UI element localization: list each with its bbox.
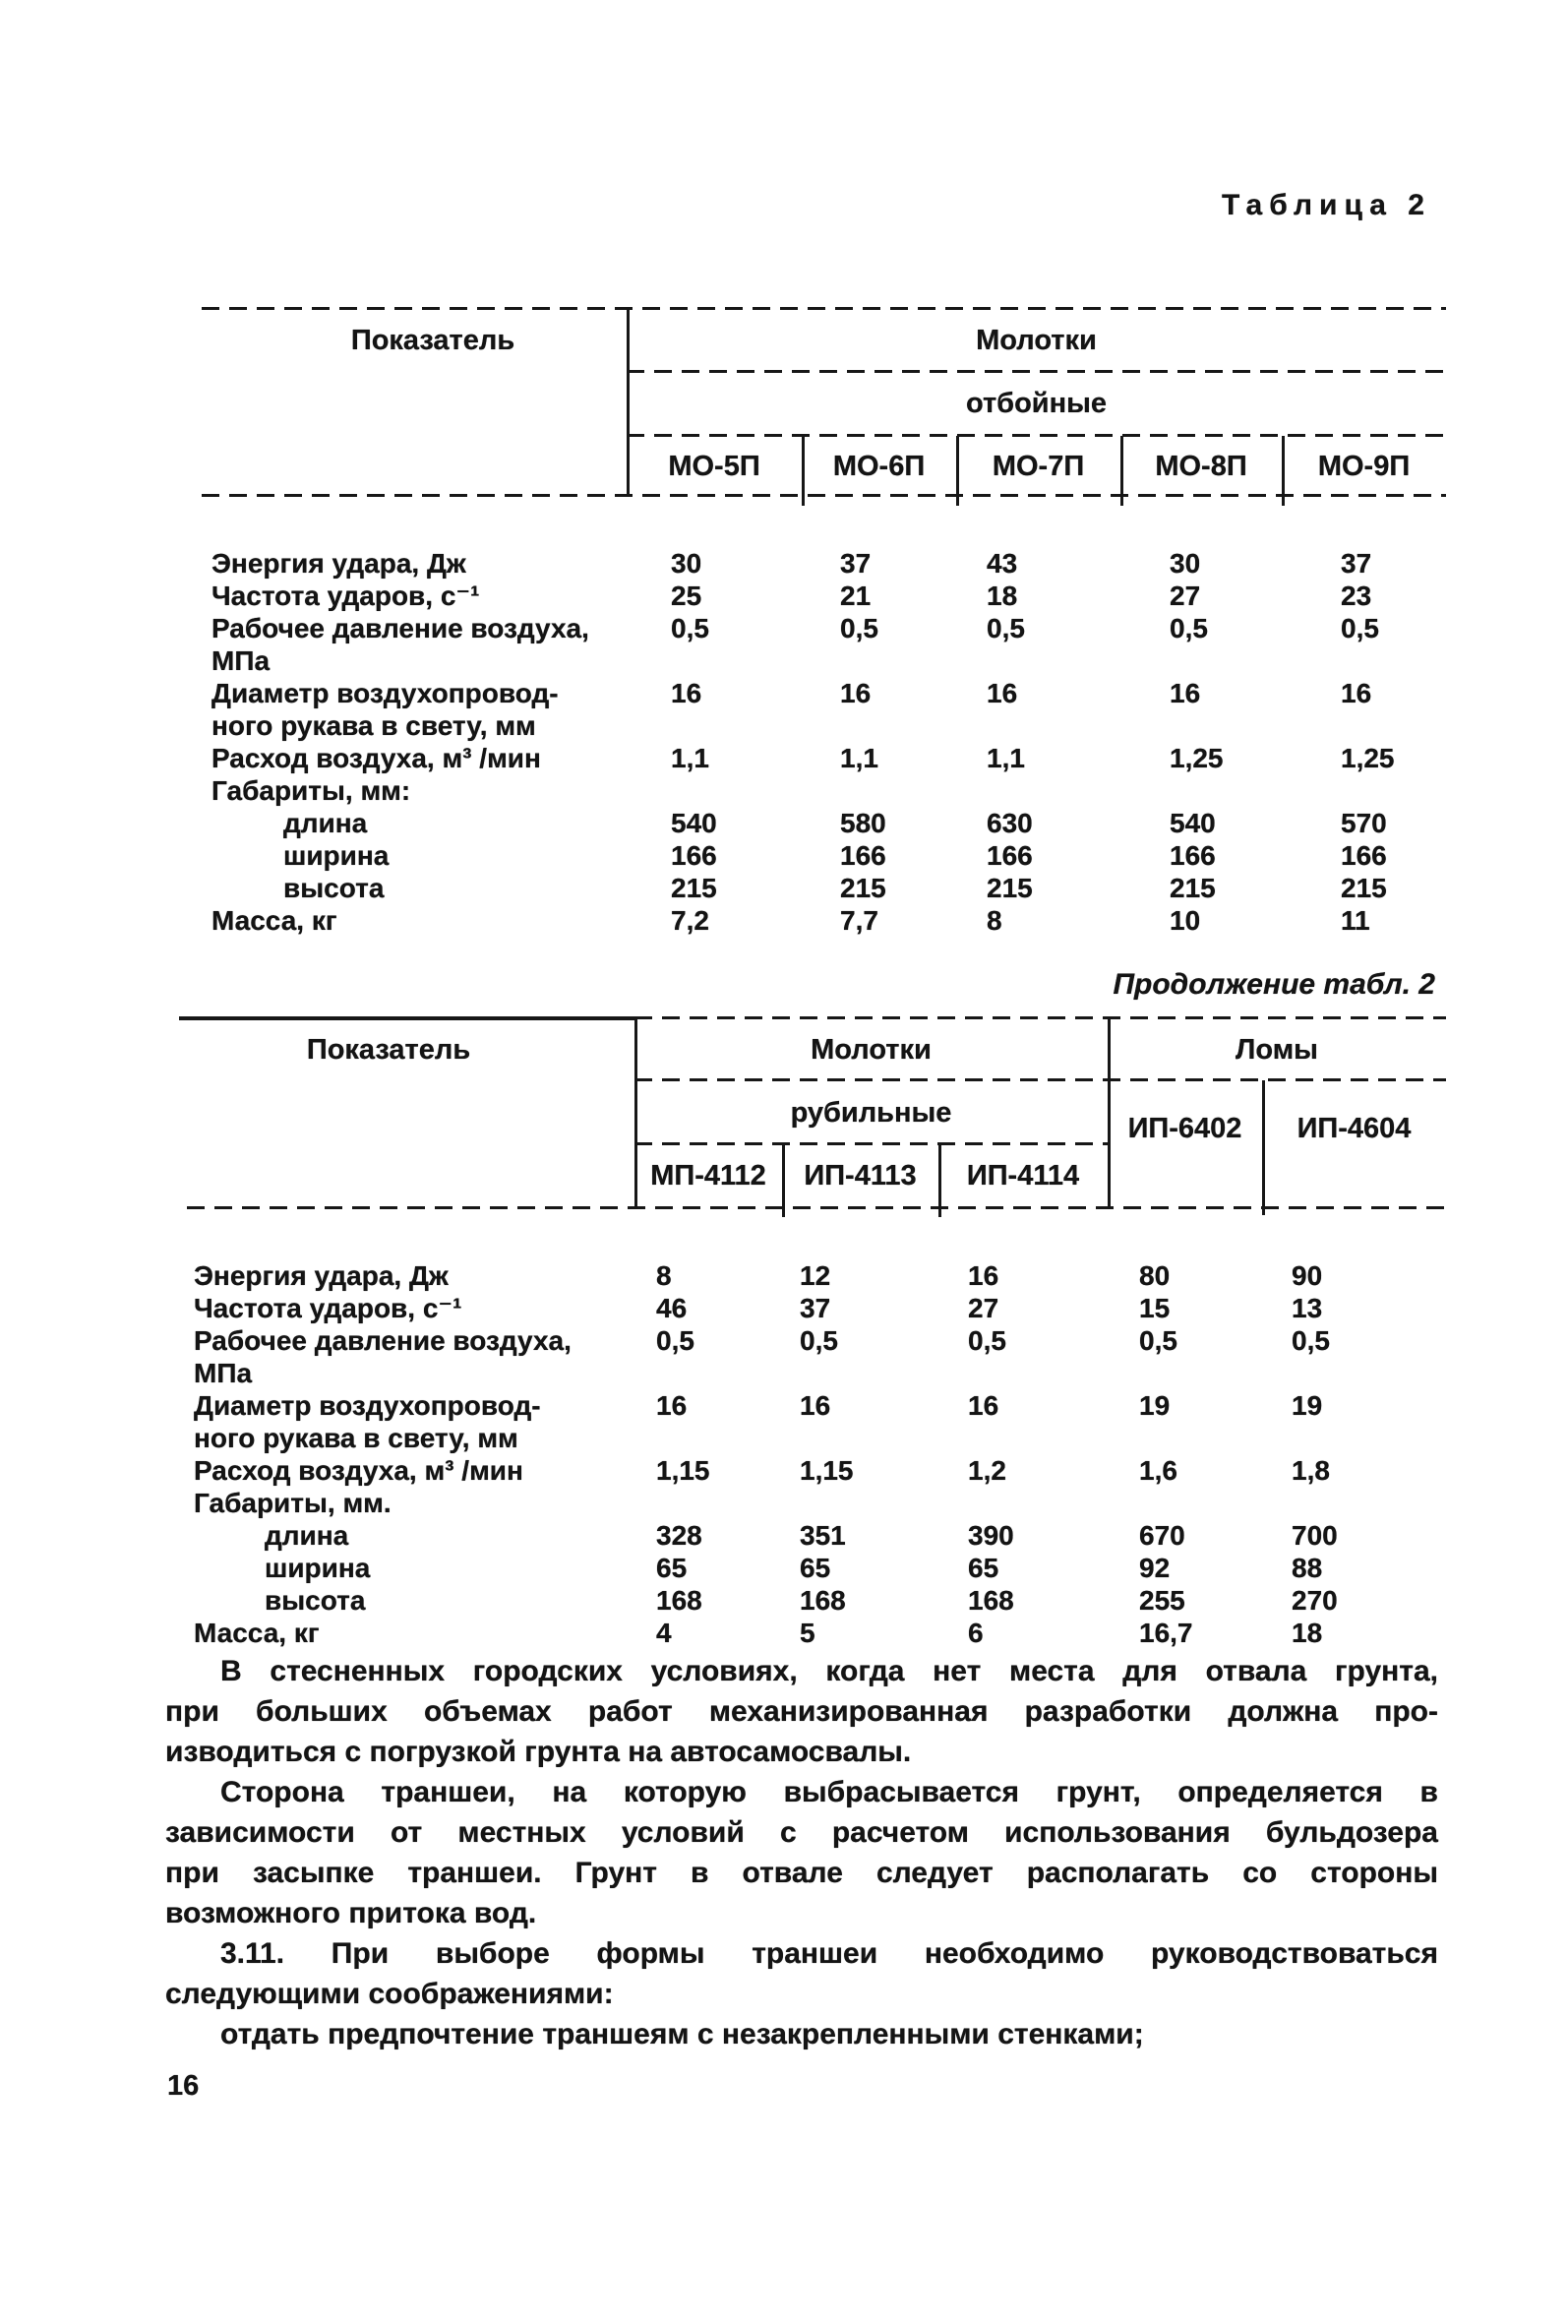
table-row bbox=[143, 644, 1446, 677]
row-label: длина bbox=[265, 1520, 349, 1551]
header-subgroup: отбойные bbox=[965, 388, 1108, 419]
table-row bbox=[143, 580, 1446, 612]
cell-value: 166 bbox=[840, 840, 886, 871]
header-group-hammers: Молотки bbox=[976, 325, 1097, 356]
table-border-line bbox=[634, 1142, 1108, 1145]
table-1-header bbox=[143, 307, 1446, 497]
cell-value: 7,7 bbox=[840, 905, 878, 936]
table-row bbox=[143, 677, 1446, 709]
cell-value: 540 bbox=[671, 808, 717, 838]
page-number: 16 bbox=[167, 2070, 200, 2102]
cell-value: 30 bbox=[671, 548, 702, 579]
header-group-hammers: Молотки bbox=[811, 1034, 932, 1066]
cell-value: 8 bbox=[987, 905, 1002, 936]
table-1-data bbox=[143, 547, 1446, 937]
cell-value: 1,2 bbox=[968, 1455, 1006, 1486]
cell-value: 0,5 bbox=[840, 613, 878, 643]
cell-value: 166 bbox=[987, 840, 1033, 871]
cell-value: 168 bbox=[968, 1585, 1014, 1616]
header-subgroup: рубильные bbox=[790, 1097, 952, 1129]
cell-value: 215 bbox=[1341, 873, 1387, 903]
table-row bbox=[143, 774, 1446, 807]
row-label: ного рукава в свету, мм bbox=[211, 710, 536, 741]
cell-value: 5 bbox=[800, 1618, 815, 1648]
cell-value: 16,7 bbox=[1139, 1618, 1193, 1648]
row-label: МПа bbox=[194, 1358, 253, 1388]
cell-value: 11 bbox=[1341, 905, 1370, 936]
row-label: Габариты, мм. bbox=[194, 1488, 392, 1518]
row-label: Габариты, мм: bbox=[211, 775, 411, 806]
table-2-data bbox=[143, 1259, 1446, 1649]
row-label: Энергия удара, Дж bbox=[194, 1260, 449, 1291]
cell-value: 37 bbox=[800, 1293, 831, 1323]
continuation-caption: Продолжение табл. 2 bbox=[1113, 968, 1435, 1001]
cell-value: 0,5 bbox=[1292, 1325, 1330, 1356]
cell-value: 16 bbox=[1341, 678, 1372, 708]
table-row bbox=[143, 1259, 1446, 1292]
row-label: Энергия удара, Дж bbox=[211, 548, 466, 579]
paragraph-line: изводиться с погрузкой грунта на автосамосвалы. bbox=[165, 1736, 912, 1768]
row-label: Частота ударов, с⁻¹ bbox=[194, 1293, 462, 1323]
cell-value: 7,2 bbox=[671, 905, 709, 936]
table-row bbox=[143, 1454, 1446, 1487]
header-model: ИП-6402 bbox=[1127, 1113, 1242, 1144]
table-row bbox=[143, 1422, 1446, 1454]
table-row bbox=[143, 742, 1446, 774]
table-row bbox=[143, 547, 1446, 580]
table-row bbox=[143, 1487, 1446, 1519]
cell-value: 351 bbox=[800, 1520, 846, 1551]
table-border-line bbox=[634, 1016, 1446, 1019]
cell-value: 168 bbox=[800, 1585, 846, 1616]
cell-value: 168 bbox=[656, 1585, 702, 1616]
table-row bbox=[143, 612, 1446, 644]
table-row bbox=[143, 1519, 1446, 1552]
table-border-line bbox=[202, 494, 1446, 497]
cell-value: 390 bbox=[968, 1520, 1014, 1551]
paragraph-line: В стесненных городских условиях, когда нет места для отвала грунта, bbox=[220, 1655, 1438, 1687]
cell-value: 215 bbox=[987, 873, 1033, 903]
cell-value: 1,1 bbox=[671, 743, 709, 773]
cell-value: 1,8 bbox=[1292, 1455, 1330, 1486]
header-model: МП-4112 bbox=[650, 1160, 766, 1192]
cell-value: 65 bbox=[800, 1553, 831, 1583]
cell-value: 215 bbox=[840, 873, 886, 903]
cell-value: 215 bbox=[1170, 873, 1216, 903]
cell-value: 16 bbox=[671, 678, 702, 708]
header-model: ИП-4113 bbox=[804, 1160, 917, 1192]
paragraph-line: возможного притока вод. bbox=[165, 1897, 537, 1929]
header-indicator: Показатель bbox=[306, 1034, 471, 1066]
cell-value: 37 bbox=[840, 548, 872, 579]
row-label: Диаметр воздухопровод- bbox=[194, 1390, 541, 1421]
cell-value: 18 bbox=[1292, 1618, 1323, 1648]
table-row bbox=[143, 872, 1446, 904]
paragraph-line: следующими соображениями: bbox=[165, 1978, 614, 2010]
row-label: Частота ударов, с⁻¹ bbox=[211, 581, 480, 611]
header-group-crowbars: Ломы bbox=[1236, 1034, 1318, 1066]
cell-value: 166 bbox=[1170, 840, 1216, 871]
cell-value: 4 bbox=[656, 1618, 672, 1648]
cell-value: 15 bbox=[1139, 1293, 1171, 1323]
cell-value: 92 bbox=[1139, 1553, 1171, 1583]
row-label: Расход воздуха, м³ /мин bbox=[211, 743, 541, 773]
cell-value: 0,5 bbox=[656, 1325, 694, 1356]
cell-value: 19 bbox=[1139, 1390, 1171, 1421]
cell-value: 1,1 bbox=[987, 743, 1025, 773]
cell-value: 670 bbox=[1139, 1520, 1185, 1551]
cell-value: 13 bbox=[1292, 1293, 1323, 1323]
paragraph-line: зависимости от местных условий с расчетом использования бульдозера bbox=[165, 1816, 1438, 1849]
paragraph-line: при засыпке траншеи. Грунт в отвале следует располагать со стороны bbox=[165, 1857, 1438, 1889]
cell-value: 16 bbox=[968, 1390, 999, 1421]
cell-value: 6 bbox=[968, 1618, 984, 1648]
cell-value: 10 bbox=[1170, 905, 1201, 936]
cell-value: 0,5 bbox=[800, 1325, 838, 1356]
cell-value: 328 bbox=[656, 1520, 702, 1551]
header-model: ИП-4604 bbox=[1297, 1113, 1412, 1144]
table-row bbox=[143, 807, 1446, 839]
header-indicator: Показатель bbox=[350, 325, 515, 356]
table-border-line bbox=[627, 434, 1446, 437]
table-row bbox=[143, 839, 1446, 872]
row-label: Расход воздуха, м³ /мин bbox=[194, 1455, 523, 1486]
header-model: МО-8П bbox=[1155, 451, 1247, 482]
cell-value: 0,5 bbox=[968, 1325, 1006, 1356]
cell-value: 65 bbox=[656, 1553, 688, 1583]
table-row bbox=[143, 1584, 1446, 1617]
cell-value: 270 bbox=[1292, 1585, 1338, 1616]
cell-value: 0,5 bbox=[1139, 1325, 1177, 1356]
cell-value: 1,6 bbox=[1139, 1455, 1177, 1486]
header-model: МО-7П bbox=[992, 451, 1085, 482]
cell-value: 0,5 bbox=[1341, 613, 1379, 643]
cell-value: 21 bbox=[840, 581, 872, 611]
cell-value: 1,15 bbox=[656, 1455, 710, 1486]
cell-value: 630 bbox=[987, 808, 1033, 838]
header-model: ИП-4114 bbox=[966, 1160, 1080, 1192]
paragraph-line: Сторона траншеи, на которую выбрасывается грунт, определяется в bbox=[220, 1776, 1438, 1808]
table-row bbox=[143, 1389, 1446, 1422]
cell-value: 37 bbox=[1341, 548, 1372, 579]
table-row bbox=[143, 1357, 1446, 1389]
cell-value: 16 bbox=[968, 1260, 999, 1291]
table-row bbox=[143, 1292, 1446, 1324]
row-label: высота bbox=[283, 873, 385, 903]
cell-value: 18 bbox=[987, 581, 1018, 611]
cell-value: 570 bbox=[1341, 808, 1387, 838]
body-text bbox=[165, 1651, 1438, 2054]
row-label: высота bbox=[265, 1585, 366, 1616]
row-label: ширина bbox=[283, 840, 390, 871]
table-border-line bbox=[202, 307, 1446, 310]
cell-value: 166 bbox=[671, 840, 717, 871]
paragraph-line: отдать предпочтение траншеям с незакрепленными стенками; bbox=[220, 2018, 1144, 2050]
cell-value: 16 bbox=[1170, 678, 1201, 708]
cell-value: 12 bbox=[800, 1260, 831, 1291]
cell-value: 166 bbox=[1341, 840, 1387, 871]
row-label: ного рукава в свету, мм bbox=[194, 1423, 518, 1453]
cell-value: 23 bbox=[1341, 581, 1372, 611]
table-row bbox=[143, 1552, 1446, 1584]
cell-value: 1,15 bbox=[800, 1455, 854, 1486]
table-border-line bbox=[634, 1078, 1446, 1081]
table-border-line bbox=[179, 1016, 637, 1020]
header-model: МО-9П bbox=[1317, 451, 1411, 482]
row-label: Рабочее давление воздуха, bbox=[194, 1325, 572, 1356]
cell-value: 27 bbox=[968, 1293, 999, 1323]
header-model: МО-5П bbox=[668, 451, 760, 482]
cell-value: 255 bbox=[1139, 1585, 1185, 1616]
cell-value: 0,5 bbox=[1170, 613, 1208, 643]
cell-value: 0,5 bbox=[671, 613, 709, 643]
table-row bbox=[143, 1324, 1446, 1357]
row-label: ширина bbox=[265, 1553, 371, 1583]
cell-value: 1,25 bbox=[1341, 743, 1395, 773]
cell-value: 65 bbox=[968, 1553, 999, 1583]
row-label: Диаметр воздухопровод- bbox=[211, 678, 559, 708]
cell-value: 27 bbox=[1170, 581, 1201, 611]
row-label: Масса, кг bbox=[194, 1618, 320, 1648]
cell-value: 540 bbox=[1170, 808, 1216, 838]
cell-value: 215 bbox=[671, 873, 717, 903]
row-label: МПа bbox=[211, 645, 271, 676]
table-row bbox=[143, 709, 1446, 742]
table-row bbox=[143, 1617, 1446, 1649]
cell-value: 16 bbox=[840, 678, 872, 708]
cell-value: 16 bbox=[800, 1390, 831, 1421]
table-2-header bbox=[143, 1016, 1446, 1208]
cell-value: 700 bbox=[1292, 1520, 1338, 1551]
cell-value: 80 bbox=[1139, 1260, 1171, 1291]
cell-value: 580 bbox=[840, 808, 886, 838]
cell-value: 30 bbox=[1170, 548, 1201, 579]
table-border-line bbox=[627, 370, 1446, 373]
cell-value: 46 bbox=[656, 1293, 688, 1323]
cell-value: 1,25 bbox=[1170, 743, 1224, 773]
cell-value: 16 bbox=[656, 1390, 688, 1421]
cell-value: 88 bbox=[1292, 1553, 1323, 1583]
table-row bbox=[143, 904, 1446, 937]
cell-value: 25 bbox=[671, 581, 702, 611]
table-border-line bbox=[187, 1206, 1446, 1209]
row-label: Масса, кг bbox=[211, 905, 337, 936]
cell-value: 1,1 bbox=[840, 743, 878, 773]
cell-value: 19 bbox=[1292, 1390, 1323, 1421]
table-border-line bbox=[1262, 1080, 1265, 1215]
table-caption: Таблица 2 bbox=[1221, 189, 1431, 221]
cell-value: 90 bbox=[1292, 1260, 1323, 1291]
cell-value: 43 bbox=[987, 548, 1018, 579]
cell-value: 0,5 bbox=[987, 613, 1025, 643]
paragraph-line: 3.11. При выборе формы траншеи необходимо руководствоваться bbox=[220, 1937, 1438, 1970]
row-label: Рабочее давление воздуха, bbox=[211, 613, 589, 643]
header-model: МО-6П bbox=[832, 451, 926, 482]
paragraph-line: при больших объемах работ механизированная разработки должна про- bbox=[165, 1695, 1438, 1728]
row-label: длина bbox=[283, 808, 368, 838]
cell-value: 8 bbox=[656, 1260, 672, 1291]
cell-value: 16 bbox=[987, 678, 1018, 708]
